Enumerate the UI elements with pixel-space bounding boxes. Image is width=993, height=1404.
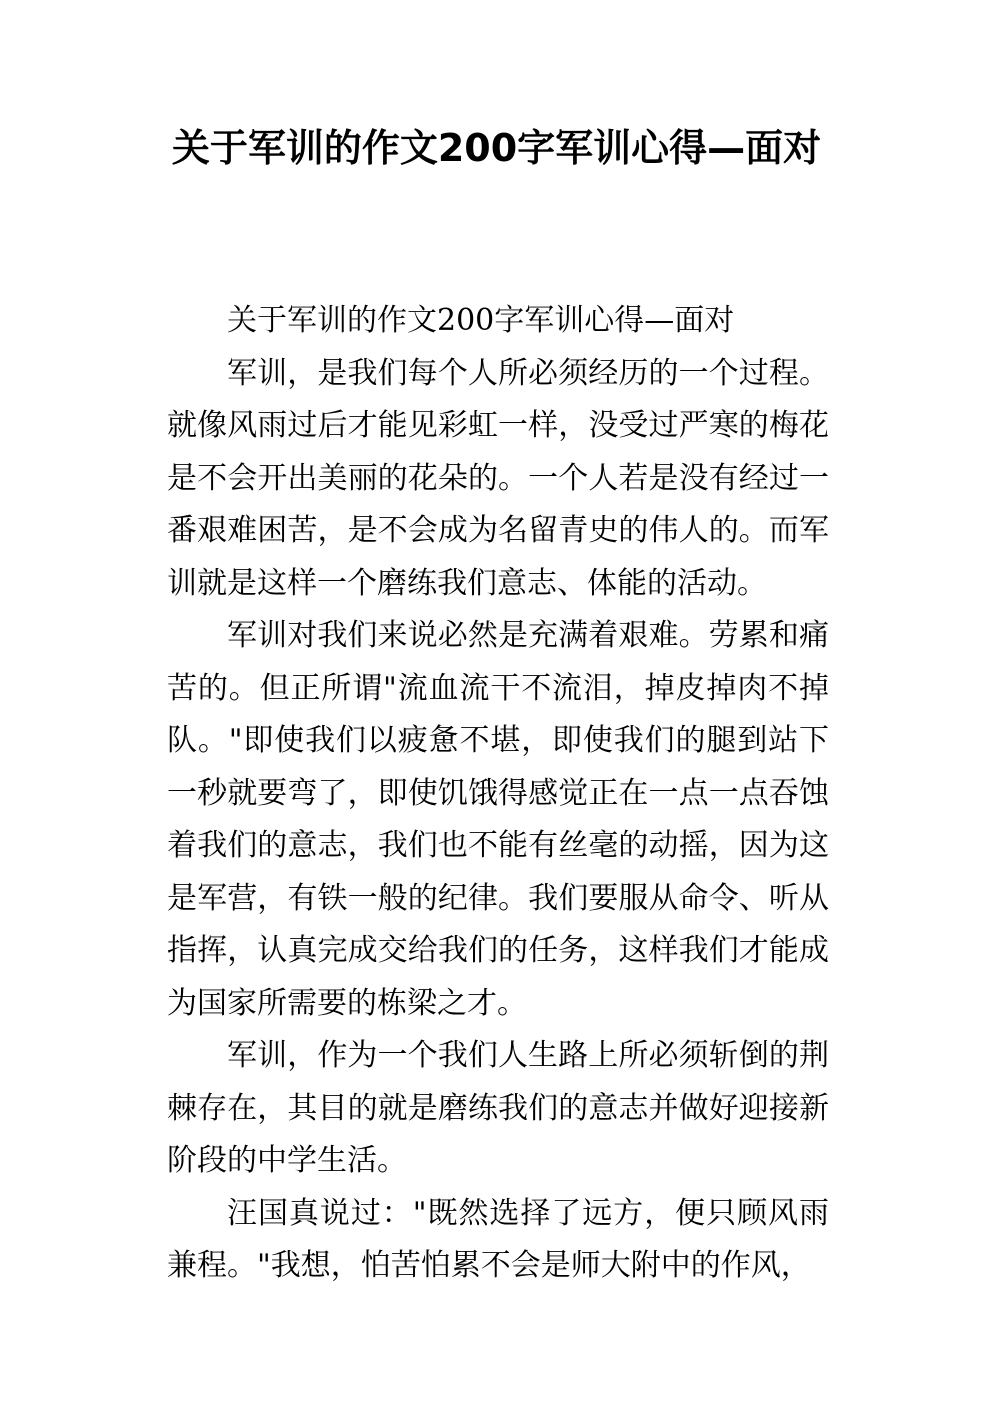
paragraph: 军训，作为一个我们人生路上所必须斩倒的荆棘存在，其目的就是磨练我们的意志并做好迎接新阶段的中学生活。 [167, 1038, 829, 1178]
paragraph: 军训对我们来说必然是充满着艰难。劳累和痛苦的。但正所谓"流血流干不流泪，掉皮掉肉不掉队。"即使我们以疲惫不堪，即使我们的腿到站下一秒就要弯了，即使饥饿得感觉正在一点一点吞蚀着我们的意志，我们也不能有丝毫的动摇，因为这是军营，有铁一般的纪律。我们要服从命令、听从指挥，认真完成交给我们的任务，这样我们才能成为国家所需要的栋梁之才。 [167, 618, 829, 1021]
paragraph: 军训，是我们每个人所必须经历的一个过程。就像风雨过后才能见彩虹一样，没受过严寒的梅花是不会开出美丽的花朵的。一个人若是没有经过一番艰难困苦，是不会成为名留青史的伟人的。而军训就是这样一个磨练我们意志、体能的活动。 [167, 355, 829, 601]
paragraph-subtitle: 关于军训的作文200字军训心得—面对 [227, 303, 735, 338]
document-title: 关于军训的作文200字军训心得—面对 [171, 126, 822, 170]
document-body [167, 295, 829, 1293]
paragraph: 汪国真说过："既然选择了远方，便只顾风雨兼程。"我想，怕苦怕累不会是师大附中的作风， [167, 1195, 829, 1283]
